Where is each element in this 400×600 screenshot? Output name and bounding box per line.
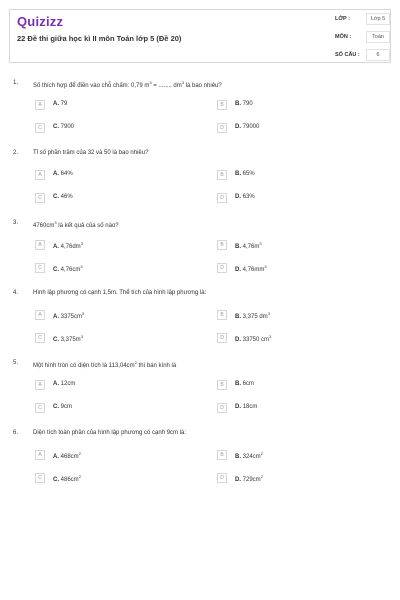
- option-letter-box[interactable]: B: [217, 240, 227, 250]
- option-text: D. 33750 $cm^3$: [235, 334, 272, 343]
- option-letter-box[interactable]: A: [35, 170, 45, 180]
- option-text: C. $3,375m^3$: [53, 334, 83, 343]
- option-letter-box[interactable]: A: [35, 380, 45, 390]
- option-text: B. 65%: [235, 171, 255, 177]
- meta-row-subject: [328, 31, 392, 46]
- option-text: B. 6cm: [235, 381, 255, 387]
- option-letter-box[interactable]: A: [35, 240, 45, 250]
- quizizz-logo: Quizizz: [17, 14, 64, 29]
- option-text: D. 79000: [235, 124, 260, 130]
- question-number: 4.: [13, 290, 19, 296]
- worksheet-meta: [328, 10, 392, 64]
- option-text: A. 79: [53, 101, 68, 107]
- option-letter-box[interactable]: D: [217, 123, 227, 133]
- option-text: D. $729cm^2$: [235, 474, 263, 483]
- question-number: 5.: [13, 360, 19, 366]
- option-text: C. $486cm^2$: [53, 474, 81, 483]
- option-letter-box[interactable]: B: [217, 170, 227, 180]
- option-text: A. 12cm: [53, 381, 76, 387]
- option-letter-box[interactable]: C: [35, 473, 45, 483]
- option-letter-box[interactable]: B: [217, 310, 227, 320]
- option-letter-box[interactable]: D: [217, 263, 227, 273]
- question-text: Diện tích toàn phần của hình lập phương có cạnh 9cm là:: [33, 430, 187, 436]
- option-text: D. 18cm: [235, 404, 258, 410]
- option-letter-box[interactable]: D: [217, 473, 227, 483]
- question-text: Tỉ số phần trăm của 32 và 50 là bao nhiêu?: [33, 150, 149, 156]
- option-letter-box[interactable]: A: [35, 100, 45, 110]
- option-text: C. $4,76cm^3$: [53, 264, 83, 273]
- option-letter-box[interactable]: D: [217, 333, 227, 343]
- option-text: D. $4,76mm^3$: [235, 264, 267, 273]
- meta-label-question-count: SỐ CÂU :: [335, 52, 360, 58]
- option-text: B. 790: [235, 101, 253, 107]
- meta-value-question-count: 6: [366, 49, 390, 61]
- question-text: $4760cm^3$ là kết quả của số nào?: [33, 220, 119, 229]
- option-letter-box[interactable]: C: [35, 263, 45, 273]
- option-text: C. 7900: [53, 124, 75, 130]
- worksheet-title: 22 Đề thi giữa học kì II môn Toán lớp 5 (Đề 20): [17, 34, 182, 43]
- question-number: 6.: [13, 430, 19, 436]
- question-text: Số thích hợp để điền vào chỗ chấm: 0,79 $m^3$ = ........ $dm^3$ là bao nhiêu?: [33, 80, 222, 89]
- question-number: 3.: [13, 220, 19, 226]
- worksheet-header: [9, 9, 391, 63]
- option-text: C. 46%: [53, 194, 73, 200]
- option-letter-box[interactable]: C: [35, 403, 45, 413]
- option-text: A. $4,76dm^3$: [53, 241, 83, 250]
- option-text: A. 64%: [53, 171, 73, 177]
- option-letter-box[interactable]: A: [35, 310, 45, 320]
- option-letter-box[interactable]: C: [35, 123, 45, 133]
- option-text: D. 63%: [235, 194, 255, 200]
- question-text: Hình lập phương có cạnh 1,5m. Thể tích của hình lập phương là:: [33, 290, 207, 296]
- option-letter-box[interactable]: A: [35, 450, 45, 460]
- meta-row-question-count: [328, 49, 392, 64]
- option-text: B. 3,375 $dm^3$: [235, 311, 270, 320]
- option-text: A. $3375cm^3$: [53, 311, 85, 320]
- meta-label-class: LỚP :: [335, 16, 350, 22]
- option-letter-box[interactable]: D: [217, 193, 227, 203]
- option-text: A. $468cm^2$: [53, 451, 81, 460]
- meta-row-class: [328, 13, 392, 28]
- meta-value-subject: Toán: [366, 31, 390, 43]
- option-letter-box[interactable]: D: [217, 403, 227, 413]
- question-text: Một hình tròn có diện tích là $113,04cm^2$ thì bán kính là: [33, 360, 177, 369]
- option-letter-box[interactable]: C: [35, 333, 45, 343]
- option-text: B. $324cm^2$: [235, 451, 263, 460]
- option-letter-box[interactable]: C: [35, 193, 45, 203]
- question-number: 1.: [13, 80, 19, 86]
- question-number: 2.: [13, 150, 19, 156]
- meta-value-class: Lớp 5: [366, 13, 390, 25]
- option-letter-box[interactable]: B: [217, 100, 227, 110]
- option-letter-box[interactable]: B: [217, 450, 227, 460]
- option-text: C. 9cm: [53, 404, 73, 410]
- option-text: B. $4,76m^3$: [235, 241, 262, 250]
- option-letter-box[interactable]: B: [217, 380, 227, 390]
- meta-label-subject: MÔN :: [335, 34, 352, 40]
